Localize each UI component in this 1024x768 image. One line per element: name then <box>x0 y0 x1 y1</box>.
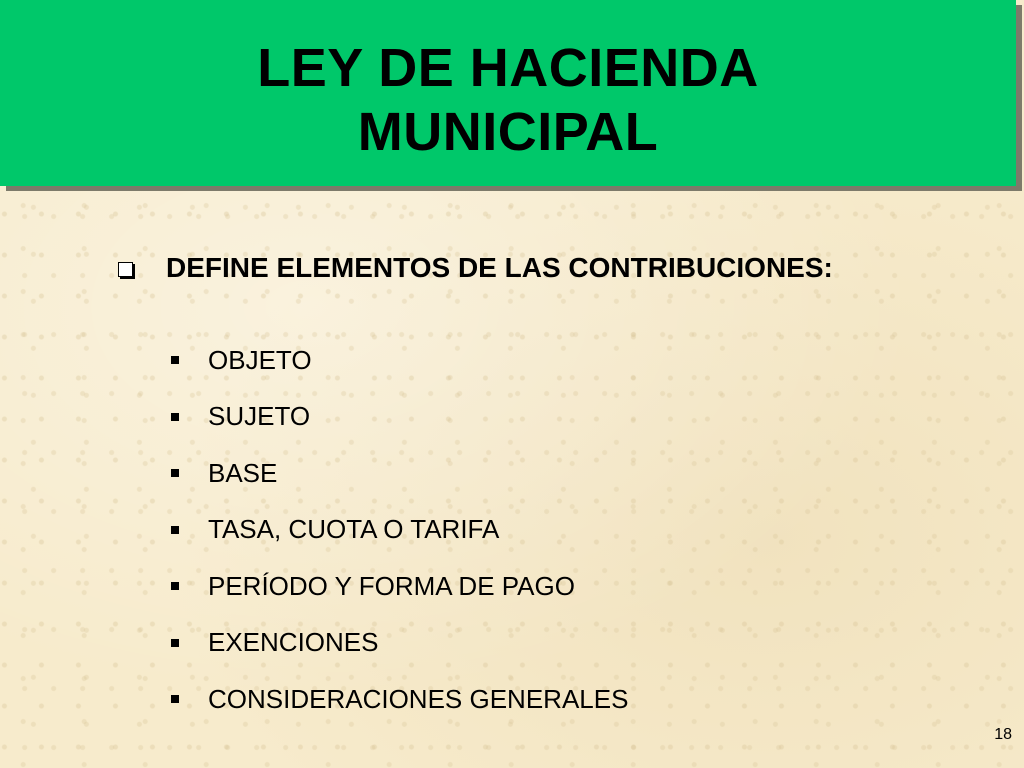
title-line-2: MUNICIPAL <box>357 102 659 162</box>
main-bullet-point <box>118 248 833 288</box>
list-item-text: EXENCIONES <box>208 627 379 658</box>
list-item-text: TASA, CUOTA O TARIFA <box>208 514 500 545</box>
list-item <box>171 445 628 502</box>
list-item <box>171 671 628 728</box>
title-line-1: LEY DE HACIENDA <box>257 38 759 98</box>
title-bar <box>0 0 1016 186</box>
square-bullet-icon <box>171 582 179 590</box>
section-heading: DEFINE ELEMENTOS DE LAS CONTRIBUCIONES: <box>166 252 833 283</box>
checkbox-bullet-icon <box>118 262 133 277</box>
list-item <box>171 615 628 672</box>
list-item <box>171 558 628 615</box>
square-bullet-icon <box>171 526 179 534</box>
slide-title <box>0 36 1016 164</box>
list-item-text: OBJETO <box>208 344 312 375</box>
square-bullet-icon <box>171 413 179 421</box>
square-bullet-icon <box>171 356 179 364</box>
list-item <box>171 332 628 389</box>
square-bullet-icon <box>171 469 179 477</box>
page-number: 18 <box>994 726 1012 743</box>
list-item-text: CONSIDERACIONES GENERALES <box>208 683 629 714</box>
list-item <box>171 389 628 446</box>
elements-list <box>171 332 628 728</box>
list-item-text: BASE <box>208 457 278 488</box>
list-item <box>171 502 628 559</box>
square-bullet-icon <box>171 639 179 647</box>
list-item-text: SUJETO <box>208 401 311 432</box>
square-bullet-icon <box>171 695 179 703</box>
list-item-text: PERÍODO Y FORMA DE PAGO <box>208 570 575 601</box>
